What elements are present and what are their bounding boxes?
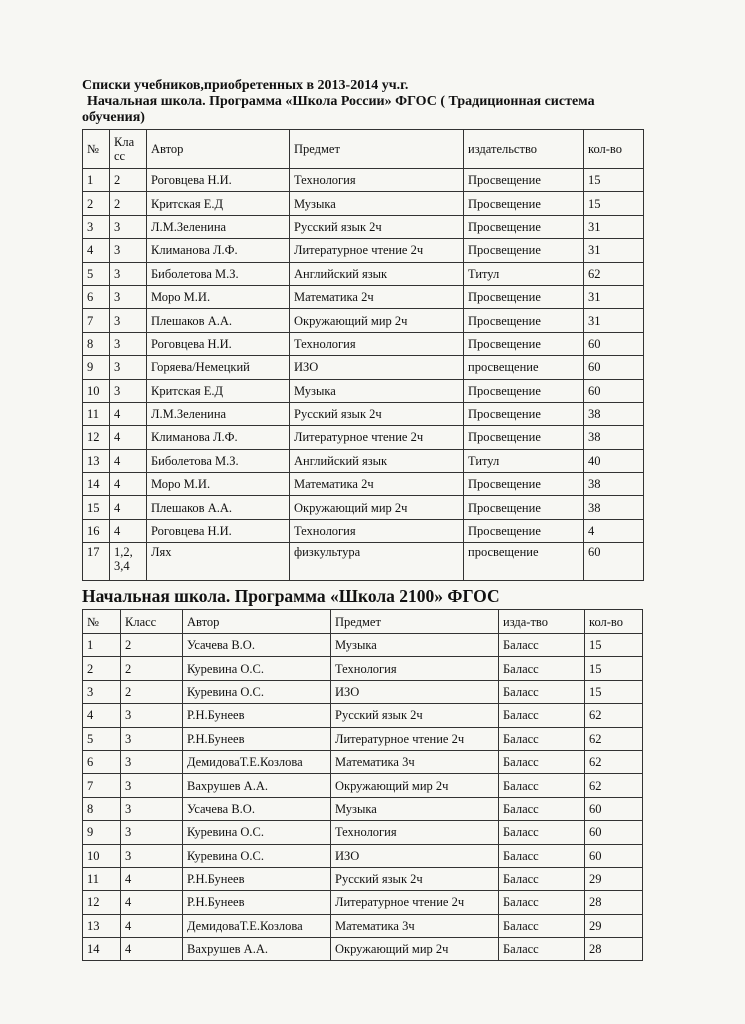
- table-row: [83, 379, 644, 402]
- table-row: [83, 680, 643, 703]
- table-cell: 60: [584, 332, 644, 355]
- table-cell: 4: [584, 519, 644, 542]
- table-row: [83, 774, 643, 797]
- table-cell: Английский язык: [290, 262, 464, 285]
- table-cell: Горяева/Немецкий: [147, 356, 290, 379]
- table-cell: Просвещение: [464, 309, 584, 332]
- textbooks-table-school-russia: [82, 129, 644, 581]
- table-row: [83, 285, 644, 308]
- table-cell: 29: [585, 914, 643, 937]
- table-cell: 3: [83, 680, 121, 703]
- table-cell: 3: [83, 215, 110, 238]
- table-cell: Технология: [331, 657, 499, 680]
- table-cell: 13: [83, 914, 121, 937]
- table-cell: Технология: [290, 169, 464, 192]
- table-cell: Баласс: [499, 938, 585, 961]
- table-cell: Просвещение: [464, 285, 584, 308]
- table-cell: 4: [110, 473, 147, 496]
- table-cell: 2: [83, 657, 121, 680]
- column-header: Автор: [147, 130, 290, 169]
- table-cell: 62: [585, 774, 643, 797]
- section-heading-1-line1: Начальная школа. Программа «Школа России» ФГОС ( Традиционная система: [87, 94, 595, 109]
- table-cell: Русский язык 2ч: [290, 215, 464, 238]
- table-cell: 15: [585, 634, 643, 657]
- table-cell: 60: [584, 543, 644, 581]
- table-cell: 7: [83, 774, 121, 797]
- table-row: [83, 914, 643, 937]
- table-cell: Баласс: [499, 657, 585, 680]
- table-cell: 2: [110, 192, 147, 215]
- table-cell: 11: [83, 402, 110, 425]
- table-cell: просвещение: [464, 543, 584, 581]
- column-header: изда-тво: [499, 610, 585, 634]
- table-row: [83, 262, 644, 285]
- table-cell: Р.Н.Бунеев: [183, 727, 331, 750]
- table-cell: Просвещение: [464, 473, 584, 496]
- table-cell: 3: [110, 332, 147, 355]
- table-cell: Р.Н.Бунеев: [183, 704, 331, 727]
- table-cell: Плешаков А.А.: [147, 496, 290, 519]
- section-heading-1-line2: обучения): [82, 110, 145, 125]
- table-cell: Биболетова М.З.: [147, 449, 290, 472]
- table-row: [83, 239, 644, 262]
- table-cell: 1,2, 3,4: [110, 543, 147, 581]
- table-cell: 14: [83, 473, 110, 496]
- table-cell: 14: [83, 938, 121, 961]
- table-cell: 2: [121, 634, 183, 657]
- table-cell: 4: [83, 704, 121, 727]
- table-cell: 1: [83, 634, 121, 657]
- table-cell: Усачева В.О.: [183, 797, 331, 820]
- table-cell: 3: [110, 215, 147, 238]
- table-cell: Математика 2ч: [290, 473, 464, 496]
- table-cell: Окружающий мир 2ч: [331, 774, 499, 797]
- table-cell: Русский язык 2ч: [290, 402, 464, 425]
- table-cell: 15: [584, 169, 644, 192]
- table-cell: Баласс: [499, 797, 585, 820]
- table-cell: ДемидоваТ.Е.Козлова: [183, 914, 331, 937]
- table-cell: 60: [585, 844, 643, 867]
- table-cell: 11: [83, 867, 121, 890]
- table-row: [83, 727, 643, 750]
- table-cell: Биболетова М.З.: [147, 262, 290, 285]
- column-header: кол-во: [584, 130, 644, 169]
- table-cell: Критская Е.Д: [147, 379, 290, 402]
- table-cell: 8: [83, 332, 110, 355]
- table-cell: 31: [584, 285, 644, 308]
- table-cell: 17: [83, 543, 110, 581]
- table-header: [83, 610, 643, 634]
- table-cell: Усачева В.О.: [183, 634, 331, 657]
- table-cell: 4: [110, 402, 147, 425]
- table-cell: Музыка: [290, 192, 464, 215]
- table-cell: Просвещение: [464, 519, 584, 542]
- table-cell: 3: [121, 727, 183, 750]
- table-cell: Баласс: [499, 821, 585, 844]
- table-cell: Критская Е.Д: [147, 192, 290, 215]
- table-row: [83, 356, 644, 379]
- table-cell: физкультура: [290, 543, 464, 581]
- table-cell: Баласс: [499, 914, 585, 937]
- table-cell: Вахрушев А.А.: [183, 774, 331, 797]
- table-row: [83, 473, 644, 496]
- column-header: Предмет: [331, 610, 499, 634]
- table-cell: Плешаков А.А.: [147, 309, 290, 332]
- table-cell: Просвещение: [464, 169, 584, 192]
- table-cell: 60: [585, 821, 643, 844]
- table-cell: Литературное чтение 2ч: [331, 891, 499, 914]
- table-cell: 3: [110, 309, 147, 332]
- table-cell: просвещение: [464, 356, 584, 379]
- table-cell: Титул: [464, 449, 584, 472]
- table-cell: 8: [83, 797, 121, 820]
- table-cell: 15: [584, 192, 644, 215]
- table-cell: Р.Н.Бунеев: [183, 867, 331, 890]
- table-cell: 3: [121, 704, 183, 727]
- table-cell: Литературное чтение 2ч: [331, 727, 499, 750]
- table-cell: Просвещение: [464, 239, 584, 262]
- table-cell: 40: [584, 449, 644, 472]
- table-cell: Музыка: [290, 379, 464, 402]
- table-cell: 16: [83, 519, 110, 542]
- table-cell: 6: [83, 285, 110, 308]
- table-cell: Роговцева Н.И.: [147, 519, 290, 542]
- table-row: [83, 867, 643, 890]
- table-cell: 2: [110, 169, 147, 192]
- table-cell: 10: [83, 844, 121, 867]
- table-cell: 3: [110, 285, 147, 308]
- table-row: [83, 449, 644, 472]
- table-cell: Куревина О.С.: [183, 657, 331, 680]
- table-row: [83, 332, 644, 355]
- table-cell: 3: [110, 356, 147, 379]
- table-cell: Английский язык: [290, 449, 464, 472]
- table-cell: Окружающий мир 2ч: [290, 309, 464, 332]
- table-cell: 4: [121, 867, 183, 890]
- table-cell: Куревина О.С.: [183, 680, 331, 703]
- table-cell: Окружающий мир 2ч: [331, 938, 499, 961]
- table-cell: 31: [584, 215, 644, 238]
- table-cell: 60: [585, 797, 643, 820]
- table-row: [83, 496, 644, 519]
- table-cell: 4: [121, 891, 183, 914]
- table-row: [83, 426, 644, 449]
- table-cell: Музыка: [331, 634, 499, 657]
- column-header: издательство: [464, 130, 584, 169]
- table-cell: Технология: [290, 519, 464, 542]
- table-cell: Русский язык 2ч: [331, 704, 499, 727]
- table-row: [83, 704, 643, 727]
- table-cell: 2: [121, 680, 183, 703]
- table-cell: 3: [121, 797, 183, 820]
- table-cell: 6: [83, 750, 121, 773]
- table-cell: Баласс: [499, 844, 585, 867]
- table-cell: Просвещение: [464, 496, 584, 519]
- table-cell: Математика 2ч: [290, 285, 464, 308]
- table-cell: ИЗО: [331, 844, 499, 867]
- column-header: Автор: [183, 610, 331, 634]
- table-cell: 3: [121, 774, 183, 797]
- table-row: [83, 750, 643, 773]
- table-cell: Литературное чтение 2ч: [290, 426, 464, 449]
- table-cell: 38: [584, 496, 644, 519]
- table-cell: 4: [110, 496, 147, 519]
- section-heading-1: [82, 94, 652, 126]
- table-cell: 2: [121, 657, 183, 680]
- table-cell: 5: [83, 727, 121, 750]
- table-cell: Р.Н.Бунеев: [183, 891, 331, 914]
- table-cell: Математика 3ч: [331, 914, 499, 937]
- table-cell: 4: [121, 938, 183, 961]
- table-cell: ИЗО: [331, 680, 499, 703]
- table-cell: 31: [584, 309, 644, 332]
- column-header: Предмет: [290, 130, 464, 169]
- table-cell: 3: [121, 750, 183, 773]
- table-cell: Музыка: [331, 797, 499, 820]
- table-cell: Л.М.Зеленина: [147, 215, 290, 238]
- table-cell: Окружающий мир 2ч: [290, 496, 464, 519]
- table-cell: Баласс: [499, 634, 585, 657]
- table-cell: Баласс: [499, 891, 585, 914]
- table-row: [83, 402, 644, 425]
- table-cell: Баласс: [499, 680, 585, 703]
- table-cell: 62: [585, 727, 643, 750]
- table-cell: 3: [110, 239, 147, 262]
- table-cell: 4: [110, 449, 147, 472]
- table-cell: 29: [585, 867, 643, 890]
- table-cell: 15: [585, 680, 643, 703]
- textbooks-table-school-2100: [82, 609, 643, 961]
- section-heading-2: Начальная школа. Программа «Школа 2100» ФГОС: [82, 586, 500, 606]
- column-header: №: [83, 610, 121, 634]
- table-cell: 2: [83, 192, 110, 215]
- table-row: [83, 844, 643, 867]
- table-cell: Климанова Л.Ф.: [147, 426, 290, 449]
- table-row: [83, 938, 643, 961]
- table-cell: 38: [584, 426, 644, 449]
- table-cell: Баласс: [499, 774, 585, 797]
- table-cell: 12: [83, 426, 110, 449]
- column-header: №: [83, 130, 110, 169]
- table-cell: Титул: [464, 262, 584, 285]
- table-row: [83, 891, 643, 914]
- table-row: [83, 543, 644, 581]
- table-cell: Л.М.Зеленина: [147, 402, 290, 425]
- table-cell: Просвещение: [464, 332, 584, 355]
- table-cell: 3: [121, 821, 183, 844]
- table-cell: Баласс: [499, 727, 585, 750]
- table-cell: Русский язык 2ч: [331, 867, 499, 890]
- table-cell: Математика 3ч: [331, 750, 499, 773]
- table-cell: 31: [584, 239, 644, 262]
- table-cell: 3: [110, 262, 147, 285]
- table-cell: Вахрушев А.А.: [183, 938, 331, 961]
- table-cell: Баласс: [499, 704, 585, 727]
- table-cell: 15: [585, 657, 643, 680]
- table-cell: 15: [83, 496, 110, 519]
- table-row: [83, 215, 644, 238]
- table-cell: Просвещение: [464, 402, 584, 425]
- table-cell: Роговцева Н.И.: [147, 169, 290, 192]
- table-cell: 4: [110, 519, 147, 542]
- table-cell: Просвещение: [464, 426, 584, 449]
- table-cell: Просвещение: [464, 215, 584, 238]
- table-cell: 62: [584, 262, 644, 285]
- table-cell: 60: [584, 379, 644, 402]
- table-cell: 5: [83, 262, 110, 285]
- table-row: [83, 821, 643, 844]
- table-cell: Технология: [331, 821, 499, 844]
- table-row: [83, 519, 644, 542]
- table-cell: Моро М.И.: [147, 285, 290, 308]
- table-cell: Баласс: [499, 867, 585, 890]
- table-cell: Просвещение: [464, 379, 584, 402]
- table-cell: 4: [110, 426, 147, 449]
- table-cell: 28: [585, 891, 643, 914]
- table-row: [83, 634, 643, 657]
- table-cell: Литературное чтение 2ч: [290, 239, 464, 262]
- table-cell: 28: [585, 938, 643, 961]
- table-row: [83, 657, 643, 680]
- table-cell: 62: [585, 750, 643, 773]
- table-cell: Баласс: [499, 750, 585, 773]
- column-header: Класс: [121, 610, 183, 634]
- table-cell: Лях: [147, 543, 290, 581]
- table-cell: 38: [584, 402, 644, 425]
- table-cell: 4: [83, 239, 110, 262]
- table-cell: Роговцева Н.И.: [147, 332, 290, 355]
- table-cell: 1: [83, 169, 110, 192]
- table-cell: ДемидоваТ.Е.Козлова: [183, 750, 331, 773]
- table-cell: 62: [585, 704, 643, 727]
- table-row: [83, 169, 644, 192]
- table-cell: Технология: [290, 332, 464, 355]
- document-title: Списки учебников,приобретенных в 2013-2014 уч.г.: [82, 78, 409, 93]
- table-cell: 38: [584, 473, 644, 496]
- table-cell: 60: [584, 356, 644, 379]
- table-cell: Моро М.И.: [147, 473, 290, 496]
- table-cell: 7: [83, 309, 110, 332]
- table-row: [83, 797, 643, 820]
- table-cell: 4: [121, 914, 183, 937]
- table-row: [83, 192, 644, 215]
- table-cell: 10: [83, 379, 110, 402]
- table-header: [83, 130, 644, 169]
- table-cell: 12: [83, 891, 121, 914]
- table-cell: Куревина О.С.: [183, 844, 331, 867]
- table-row: [83, 309, 644, 332]
- table-cell: 3: [121, 844, 183, 867]
- table-cell: 13: [83, 449, 110, 472]
- table-cell: Климанова Л.Ф.: [147, 239, 290, 262]
- table-cell: Куревина О.С.: [183, 821, 331, 844]
- table-cell: 9: [83, 821, 121, 844]
- table-cell: 9: [83, 356, 110, 379]
- table-cell: ИЗО: [290, 356, 464, 379]
- table-cell: Просвещение: [464, 192, 584, 215]
- table-cell: 3: [110, 379, 147, 402]
- column-header: кол-во: [585, 610, 643, 634]
- column-header: Кла сс: [110, 130, 147, 169]
